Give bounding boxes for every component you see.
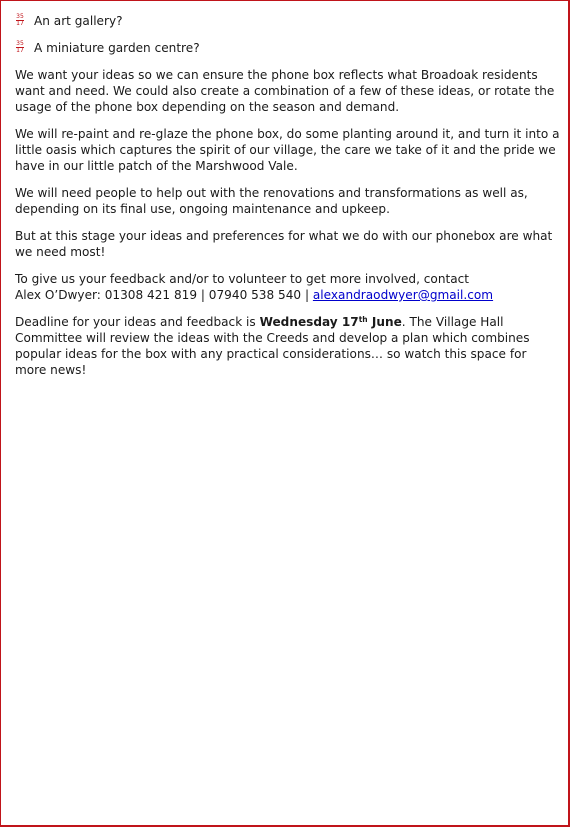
bullet-icon-top: 35: [16, 13, 24, 20]
deadline-period: .: [401, 315, 406, 329]
number-fraction-icon: [15, 14, 25, 27]
bullet-icon-bottom: 17: [16, 20, 24, 27]
contact-intro: To give us your feedback and/or to volunteer to get more involved, contact: [15, 272, 470, 286]
document-content: [15, 13, 560, 389]
volunteers-paragraph: We will need people to help out with the renovations and transformations as well as, depending on its final use, ongoing maintenance and upkeep.: [15, 186, 528, 216]
deadline-date: [260, 315, 402, 329]
bullet-icon-bottom: 17: [16, 47, 24, 54]
number-fraction-icon: [15, 41, 25, 54]
repaint-paragraph: We will re-paint and re-glaze the phone box, do some planting around it, and turn it into a little oasis which captures the spirit of our village, the care we take of it and the pride we have in our little patch of the Marshwood Vale.: [15, 127, 560, 173]
deadline-paragraph: [15, 314, 560, 378]
ideas-paragraph: We want your ideas so we can ensure the phone box reflects what Broadoak residents want and need. We could also create a combination of a few of these ideas, or rotate the usage of the phone box depending on the season and demand.: [15, 68, 555, 114]
email-link[interactable]: alexandraodwyer@gmail.com: [312, 288, 494, 302]
stage-paragraph: But at this stage your ideas and preferences for what we do with our phonebox are what we need most!: [15, 229, 553, 259]
list-item-text: An art gallery?: [34, 14, 123, 28]
contact-details: Alex O’Dwyer: 01308 421 819 | 07940 538 540 |: [15, 288, 313, 302]
list-item: [15, 40, 560, 56]
deadline-date-suffix: th: [358, 315, 368, 324]
deadline-prefix: Deadline for your ideas and feedback is: [15, 315, 260, 329]
list-item: [15, 13, 560, 29]
contact-paragraph: [15, 271, 560, 303]
deadline-rest: The Village Hall Committee will review the ideas with the Creeds and develop a plan which combines popular ideas for the box with any practical considerations… so watch this space for more news!: [15, 315, 530, 377]
bullet-icon-top: 35: [16, 40, 24, 47]
deadline-date-month: June: [367, 315, 402, 329]
list-item-text: A miniature garden centre?: [34, 41, 200, 55]
deadline-date-day: Wednesday 17: [259, 315, 359, 329]
